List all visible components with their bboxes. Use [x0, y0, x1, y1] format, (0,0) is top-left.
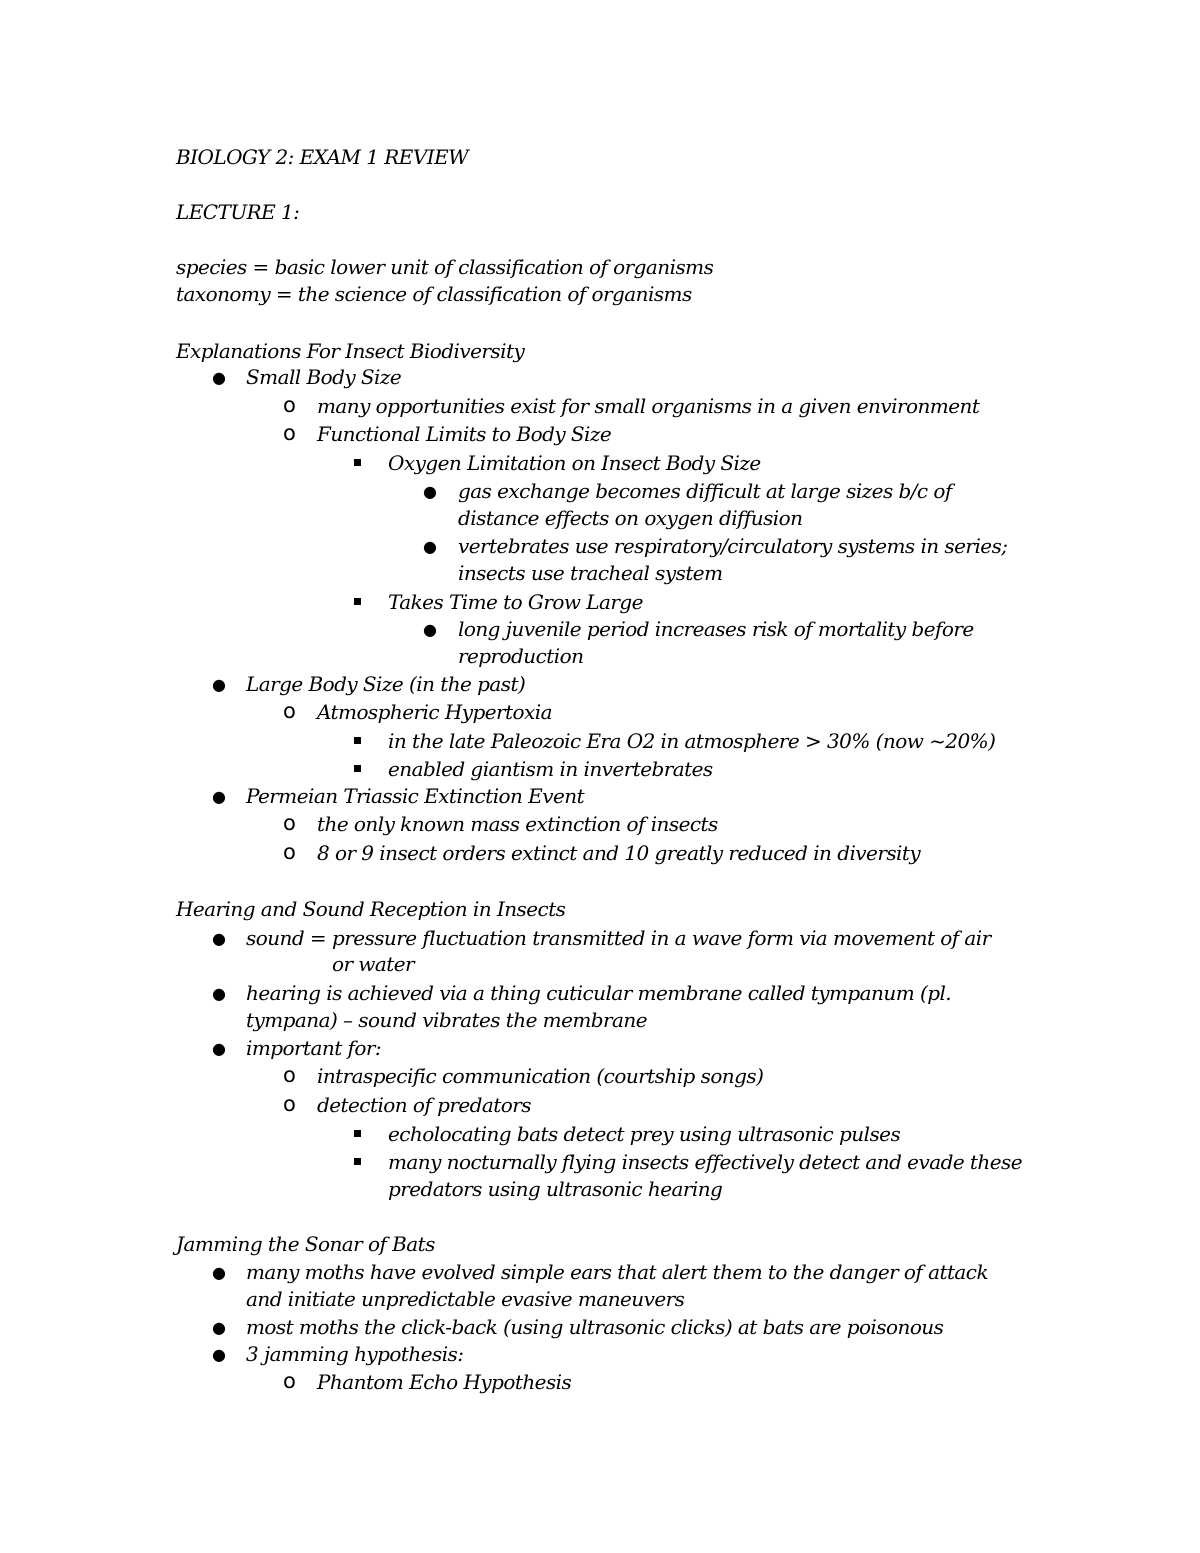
- list-item: long juvenile period increases risk of mortality before: [458, 617, 974, 641]
- list-item-continuation: and initiate unpredictable evasive maneuvers: [246, 1287, 685, 1311]
- list-item: Takes Time to Grow Large: [388, 590, 643, 614]
- list-item-continuation: insects use tracheal system: [458, 561, 723, 585]
- list-item: many opportunities exist for small organisms in a given environment: [317, 394, 980, 418]
- bullet-dot-icon: ●: [423, 620, 437, 639]
- list-item: important for:: [246, 1036, 382, 1060]
- list-item: many nocturnally flying insects effectively detect and evade these: [388, 1150, 1023, 1174]
- list-item: detection of predators: [317, 1093, 531, 1117]
- list-item: Phantom Echo Hypothesis: [317, 1370, 572, 1394]
- list-item-continuation: predators using ultrasonic hearing: [388, 1177, 723, 1201]
- list-item: enabled giantism in invertebrates: [388, 757, 713, 781]
- list-item: 3 jamming hypothesis:: [246, 1342, 464, 1366]
- list-item-continuation: or water: [332, 952, 415, 976]
- bullet-dot-icon: ●: [212, 1039, 226, 1058]
- list-item: most moths the click-back (using ultrasonic clicks) at bats are poisonous: [246, 1315, 944, 1339]
- bullet-circle-icon: o: [283, 393, 296, 417]
- bullet-circle-icon: o: [283, 421, 296, 445]
- definition-species: species = basic lower unit of classification of organisms: [176, 255, 714, 279]
- section-heading: Hearing and Sound Reception in Insects: [176, 897, 566, 921]
- list-item: Atmospheric Hypertoxia: [317, 700, 552, 724]
- list-item-continuation: distance effects on oxygen diffusion: [458, 506, 803, 530]
- bullet-dot-icon: ●: [212, 1263, 226, 1282]
- list-item: Permeian Triassic Extinction Event: [246, 784, 585, 808]
- bullet-dot-icon: ●: [212, 984, 226, 1003]
- list-item: 8 or 9 insect orders extinct and 10 greatly reduced in diversity: [317, 841, 921, 865]
- bullet-square-icon: [354, 1148, 361, 1176]
- bullet-circle-icon: o: [283, 1092, 296, 1116]
- bullet-dot-icon: ●: [423, 482, 437, 501]
- bullet-dot-icon: ●: [212, 675, 226, 694]
- bullet-circle-icon: o: [283, 840, 296, 864]
- section-heading: Jamming the Sonar of Bats: [176, 1232, 435, 1256]
- bullet-dot-icon: ●: [212, 787, 226, 806]
- list-item: intraspecific communication (courtship songs): [317, 1064, 764, 1088]
- list-item: Functional Limits to Body Size: [317, 422, 612, 446]
- bullet-dot-icon: ●: [212, 368, 226, 387]
- bullet-square-icon: [354, 449, 361, 477]
- section-heading: Explanations For Insect Biodiversity: [176, 339, 525, 363]
- list-item: gas exchange becomes difficult at large sizes b/c of: [458, 479, 952, 503]
- bullet-circle-icon: o: [283, 1063, 296, 1087]
- bullet-circle-icon: o: [283, 699, 296, 723]
- list-item: hearing is achieved via a thing cuticular membrane called tympanum (pl.: [246, 981, 952, 1005]
- document-title: BIOLOGY 2: EXAM 1 REVIEW: [176, 145, 469, 169]
- list-item: Small Body Size: [246, 365, 402, 389]
- list-item: in the late Paleozoic Era O2 in atmosphere > 30% (now ~20%): [388, 729, 996, 753]
- bullet-square-icon: [354, 1120, 361, 1148]
- bullet-circle-icon: o: [283, 1369, 296, 1393]
- list-item: many moths have evolved simple ears that alert them to the danger of attack: [246, 1260, 989, 1284]
- list-item-continuation: reproduction: [458, 644, 584, 668]
- bullet-square-icon: [354, 588, 361, 616]
- bullet-square-icon: [354, 755, 361, 783]
- list-item: echolocating bats detect prey using ultrasonic pulses: [388, 1122, 901, 1146]
- list-item: vertebrates use respiratory/circulatory systems in series;: [458, 534, 1008, 558]
- bullet-dot-icon: ●: [212, 1345, 226, 1364]
- bullet-dot-icon: ●: [423, 537, 437, 556]
- lecture-heading: LECTURE 1:: [176, 200, 300, 224]
- bullet-dot-icon: ●: [212, 1318, 226, 1337]
- definition-taxonomy: taxonomy = the science of classification of organisms: [176, 282, 692, 306]
- bullet-circle-icon: o: [283, 811, 296, 835]
- bullet-dot-icon: ●: [212, 929, 226, 948]
- list-item: the only known mass extinction of insects: [317, 812, 718, 836]
- list-item: Oxygen Limitation on Insect Body Size: [388, 451, 761, 475]
- list-item: Large Body Size (in the past): [246, 672, 526, 696]
- bullet-square-icon: [354, 727, 361, 755]
- list-item: sound = pressure fluctuation transmitted in a wave form via movement of air: [246, 926, 991, 950]
- list-item-continuation: tympana) – sound vibrates the membrane: [246, 1008, 648, 1032]
